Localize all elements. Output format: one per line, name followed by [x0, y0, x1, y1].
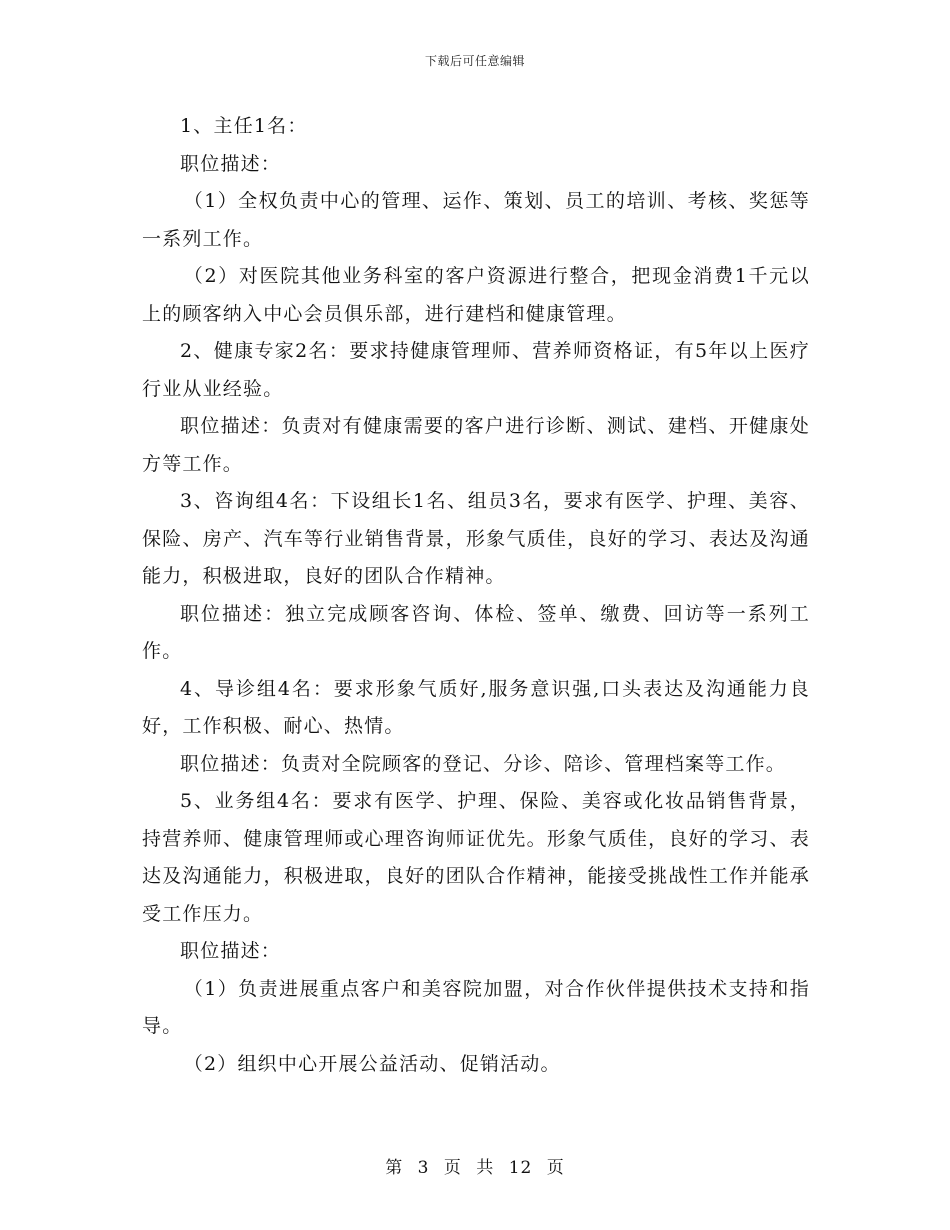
paragraph-business-group: 5、业务组4名：要求有医学、护理、保险、美容或化妆品销售背景，持营养师、健康管理师或心理咨询师证优先。形象气质佳，良好的学习、表达及沟通能力，积极进取，良好的团队合作精神，能接受挑战性工作并能承受工作压力。 [142, 790, 810, 925]
page-number-footer: 第 3 页 共 12 页 [385, 1158, 565, 1178]
paragraph-guide-group-description: 职位描述：负责对全院顾客的登记、分诊、陪诊、管理档案等工作。 [180, 752, 787, 775]
paragraph-director-heading: 1、主任1名： [180, 115, 308, 137]
paragraph-business-duty-1: （1）负责进展重点客户和美容院加盟，对合作伙伴提供技术支持和指导。 [142, 977, 810, 1037]
paragraph-health-expert-description: 职位描述：负责对有健康需要的客户进行诊断、测试、建档、开健康处方等工作。 [142, 415, 810, 475]
document-body [142, 108, 810, 1083]
paragraph-guide-group: 4、导诊组4名：要求形象气质好,服务意识强,口头表达及沟通能力良好，工作积极、耐心、热情。 [142, 677, 810, 737]
paragraph-director-duty-1: （1）全权负责中心的管理、运作、策划、员工的培训、考核、奖惩等一系列工作。 [142, 190, 810, 250]
paragraph-consulting-group: 3、咨询组4名：下设组长1名、组员3名，要求有医学、护理、美容、保险、房产、汽车等行业销售背景，形象气质佳，良好的学习、表达及沟通能力，积极进取，良好的团队合作精神。 [142, 490, 810, 587]
paragraph-consulting-group-description: 职位描述：独立完成顾客咨询、体检、签单、缴费、回访等一系列工作。 [142, 602, 810, 662]
page-header-note: 下载后可任意编辑 [424, 54, 525, 68]
paragraph-health-expert: 2、健康专家2名：要求持健康管理师、营养师资格证，有5年以上医疗行业从业经验。 [142, 340, 810, 400]
paragraph-business-description-label: 职位描述： [180, 940, 282, 962]
paragraph-director-duty-2: （2）对医院其他业务科室的客户资源进行整合，把现金消费1千元以上的顾客纳入中心会员俱乐部，进行建档和健康管理。 [142, 265, 810, 325]
paragraph-job-description-label: 职位描述： [180, 152, 282, 175]
paragraph-business-duty-2: （2）组织中心开展公益活动、促销活动。 [183, 1052, 561, 1075]
